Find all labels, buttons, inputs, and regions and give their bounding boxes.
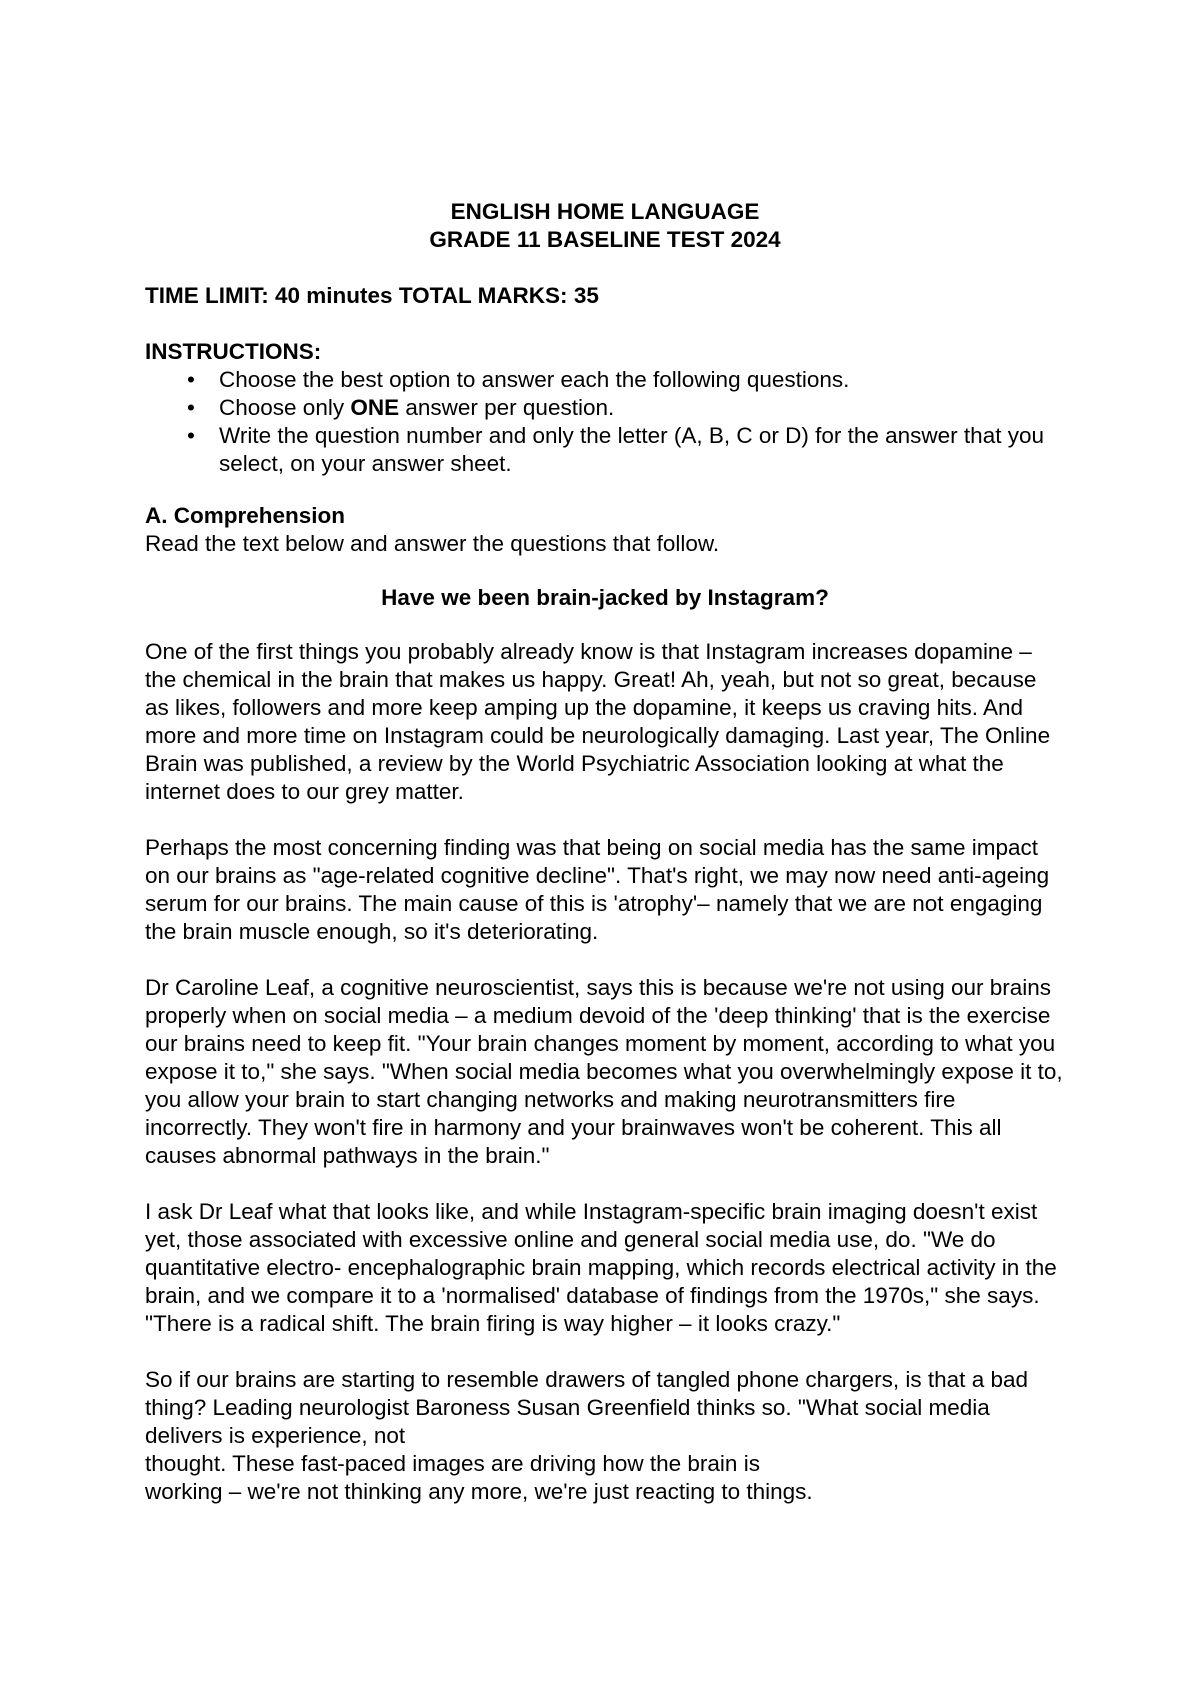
instructions-heading: INSTRUCTIONS: <box>145 339 322 364</box>
article-paragraph: thought. These fast-paced images are driving how the brain is <box>145 1451 760 1476</box>
article-paragraph: working – we're not thinking any more, we're just reacting to things. <box>145 1479 813 1504</box>
instruction-emphasis: ONE <box>350 395 400 420</box>
bullet-icon: • <box>187 367 195 392</box>
article-paragraph: One of the first things you probably already know is that Instagram increases dopamine – the chemical in the brain that makes us happy. Great! Ah, yeah, but not so great, because as likes, followers and more keep amping up the dopamine, it keeps us craving hits. And more and more time on Instagram could be neurologically damaging. Last year, The Online Brain was published, a review by the World Psychiatric Association looking at what the internet does to our grey matter. <box>145 639 1051 804</box>
instruction-text: Write the question number and only the letter (A, B, C or D) for the answer that you select, on your answer sheet. <box>219 423 1044 476</box>
total-marks-label: TOTAL MARKS: <box>398 283 568 308</box>
article-paragraph: So if our brains are starting to resemble drawers of tangled phone chargers, is that a bad thing? Leading neurologist Baroness Susan Greenfield thinks so. "What social media delivers is experience, not <box>145 1367 1028 1448</box>
instructions-list <box>145 366 1065 478</box>
instruction-item <box>145 366 1065 394</box>
document-body <box>145 198 1065 1506</box>
test-meta <box>145 282 1065 310</box>
time-limit-value: 40 minutes <box>275 283 393 308</box>
instruction-text: Choose only <box>219 395 351 420</box>
instruction-text: Choose the best option to answer each the following questions. <box>219 367 850 392</box>
bullet-icon: • <box>187 423 195 448</box>
section-a-heading: A. Comprehension <box>145 503 346 528</box>
instruction-item <box>145 394 1065 422</box>
test-title-line1: ENGLISH HOME LANGUAGE <box>450 199 760 224</box>
article-title: Have we been brain-jacked by Instagram? <box>381 585 829 610</box>
article-paragraph: Perhaps the most concerning finding was that being on social media has the same impact on our brains as "age-related cognitive decline". That's right, we may now need anti-ageing serum for our brains. The main cause of this is 'atrophy'– namely that we are not engaging the brain muscle enough, so it's deteriorating. <box>145 835 1050 944</box>
instruction-text: answer per question. <box>399 395 615 420</box>
instruction-item <box>145 422 1065 478</box>
test-title-line2: GRADE 11 BASELINE TEST 2024 <box>429 227 781 252</box>
article-paragraph: I ask Dr Leaf what that looks like, and while Instagram-specific brain imaging doesn't exist yet, those associated with excessive online and general social media use, do. "We do quantitative electro- encephalographic brain mapping, which records electrical activity in the brain, and we compare it to a 'normalised' database of findings from the 1970s," she says. "There is a radical shift. The brain firing is way higher – it looks crazy." <box>145 1199 1057 1336</box>
section-a-intro: Read the text below and answer the questions that follow. <box>145 531 720 556</box>
article-paragraph: Dr Caroline Leaf, a cognitive neuroscientist, says this is because we're not using our brains properly when on social media – a medium devoid of the 'deep thinking' that is the exercise our brains need to keep fit. "Your brain changes moment by moment, according to what you expose it to," she says. "When social media becomes what you overwhelmingly expose it to, you allow your brain to start changing networks and making neurotransmitters fire incorrectly. They won't fire in harmony and your brainwaves won't be coherent. This all causes abnormal pathways in the brain." <box>145 975 1063 1168</box>
total-marks-value: 35 <box>573 283 599 308</box>
test-title <box>145 198 1065 254</box>
bullet-icon: • <box>187 395 195 420</box>
time-limit-label: TIME LIMIT: <box>145 283 269 308</box>
